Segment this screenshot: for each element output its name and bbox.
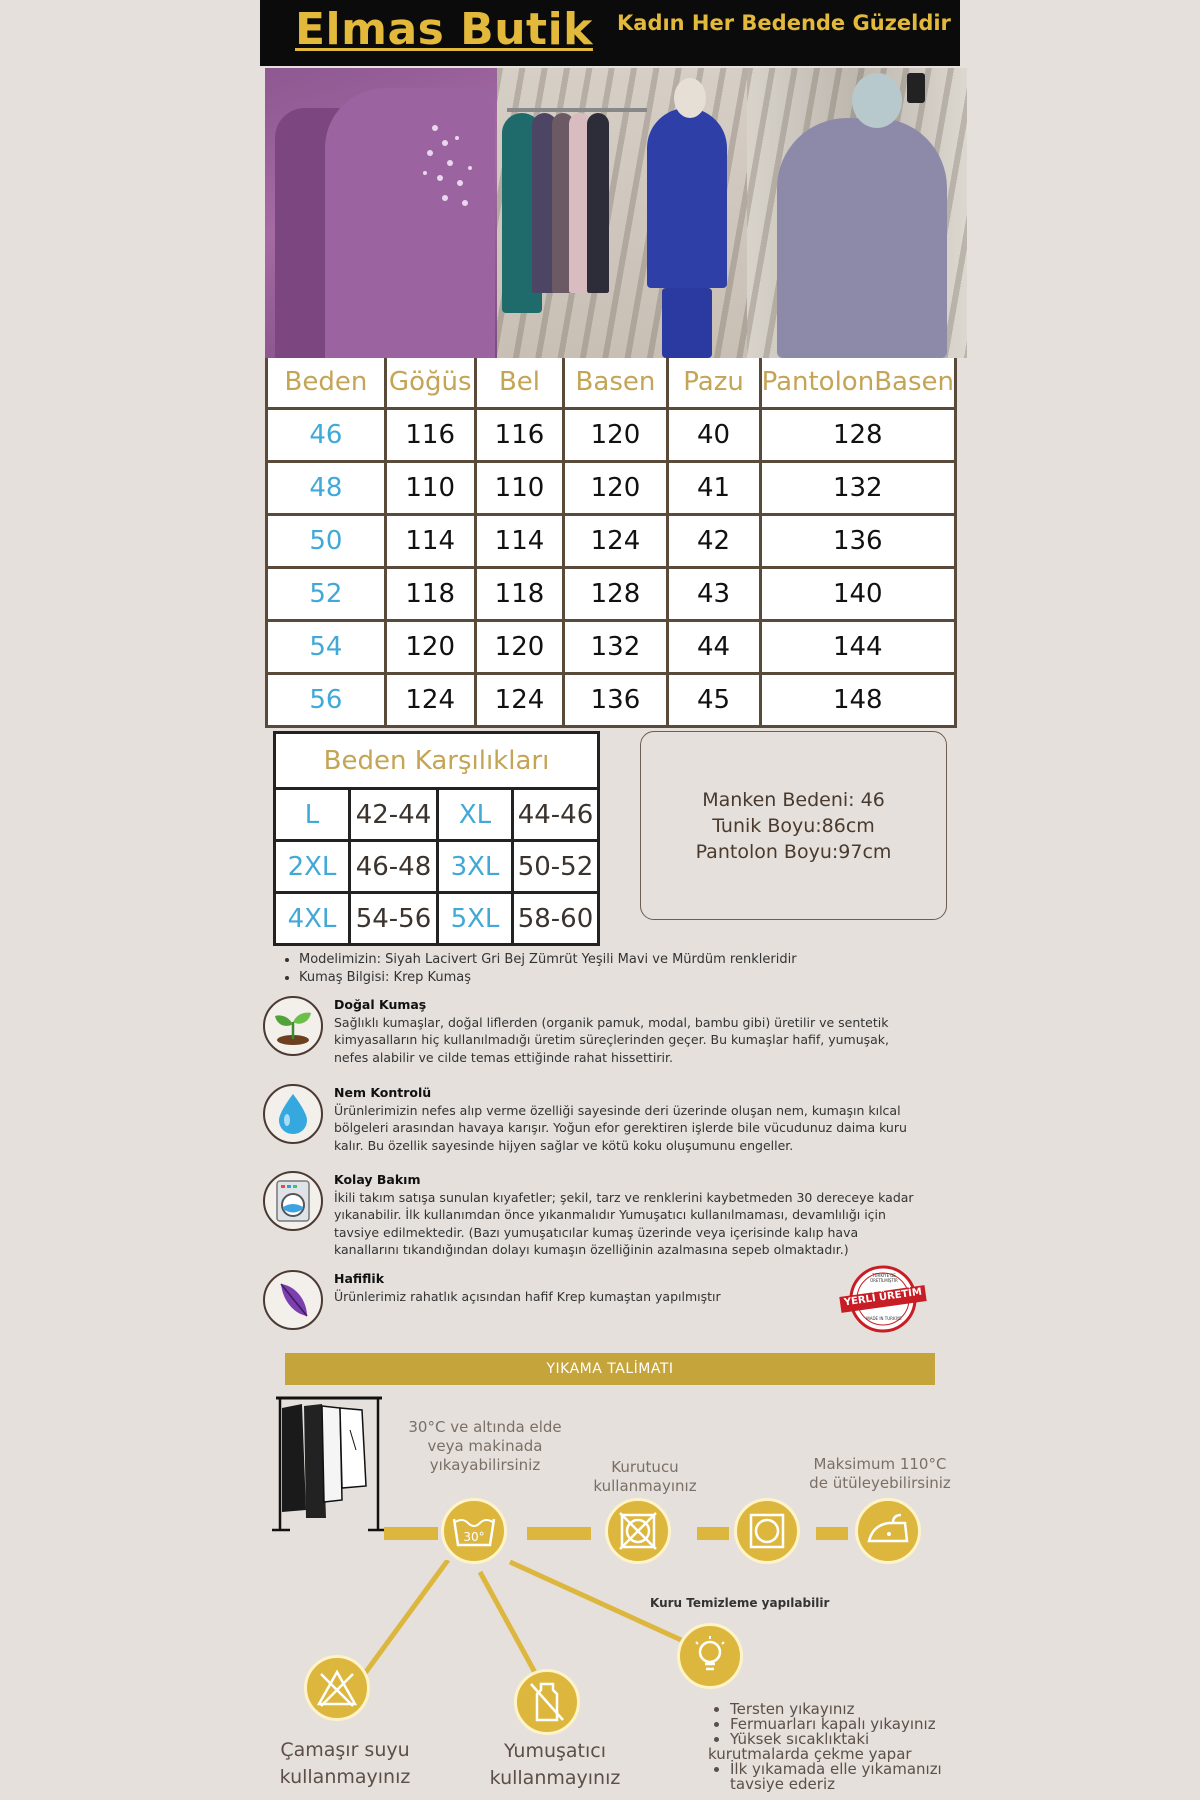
table-cell: 120 [475,620,564,673]
list-item: • Yüksek sıcaklıktaki [730,1732,942,1747]
size-cell: 56 [267,673,386,726]
table-row [267,567,956,620]
page-header [260,0,960,66]
list-item: kurutmalarda çekme yapar [708,1745,912,1763]
size-equivalents-table [273,731,600,946]
table-cell: 124 [564,514,667,567]
size-cell: 52 [267,567,386,620]
brand-title[interactable]: Elmas Butik [295,4,593,55]
size-cell: 46 [267,408,386,461]
column-header-bel: Bel [475,358,564,408]
washing-tips [708,1702,942,1792]
size-chart-table [265,358,957,728]
water-drop-icon [263,1084,323,1144]
connector-line [697,1527,729,1540]
feature-text [334,996,919,1066]
column-header-beden: Beden [267,358,386,408]
feature-text [334,1171,919,1259]
table-row [267,408,956,461]
softener-caption-line-1: Yumuşatıcı [503,1740,606,1762]
embellishment-icon [415,108,485,228]
table-cell: 116 [385,408,475,461]
table-cell: 136 [760,514,955,567]
table-cell: 110 [385,461,475,514]
badge-main-text: YERLİ ÜRETİM [843,1286,923,1309]
column-header-pazu: Pazu [667,358,760,408]
size-range-cell: 58-60 [513,893,599,945]
model-size: Manken Bedeni: 46 [702,789,885,811]
size-cell: 54 [267,620,386,673]
table-cell: 43 [667,567,760,620]
table-cell: 114 [475,514,564,567]
table-cell: 44 [667,620,760,673]
local-production-badge [838,1264,928,1334]
list-item: • Tersten yıkayınız [730,1702,942,1717]
feature-description: İkili takım satışa sunulan kıyafetler; şekil, tarz ve renklerini kaybetmeden 30 dereceye kadar yıkanabilir. İlk kullanımdan önce yıkanmalıdır Yumuşatıcı kullanılmaması, devamlılığı için tavsiye edilmektedir. (Bazı yumuşatıcılar kumaş üzerinde veya içerisinde kalıp hava kanallarını tıkandığından dolayı kumaşın özelliğinin azalmasına sepeb olmaktadır.) [334,1189,914,1257]
no-softener-icon [514,1669,580,1735]
size-letter-cell: L [275,789,350,841]
table-cell: 128 [760,408,955,461]
table-row [275,789,599,841]
size-chart-header-row [267,358,956,408]
connector-line [384,1527,438,1540]
table-cell: 124 [475,673,564,726]
temperature-label: 30° [463,1530,485,1544]
softener-caption-line-2: kullanmayınız [489,1767,621,1789]
softener-caption [475,1738,635,1792]
table-cell: 144 [760,620,955,673]
feature-description: Ürünlerimiz rahatlık açısından hafif Krep kumaştan yapılmıştır [334,1288,721,1304]
feature-text [334,1270,919,1305]
list-item: • İlk yıkamada elle yıkamanızı [730,1762,942,1777]
table-cell: 116 [475,408,564,461]
product-photo-grey[interactable] [747,68,967,358]
equivalents-title-row [275,733,599,789]
wash-30-icon [441,1498,507,1564]
plant-icon [263,996,323,1056]
table-cell: 136 [564,673,667,726]
size-range-cell: 46-48 [350,841,438,893]
clothing-rack-icon [270,1390,390,1535]
size-range-cell: 50-52 [513,841,599,893]
dryer-caption: Kurutucu kullanmayınız [593,1458,697,1495]
table-cell: 132 [760,461,955,514]
column-header-gogus: Göğüs [385,358,475,408]
feature-description: Ürünlerimizin nefes alıp verme özelliği sayesinde deri üzerinde oluşan nem, kumaşın kılcal bölgeleri arasından havaya karışır. Yoğun efor gerektiren işlerde bile vücudunuz daima kuru kalır. Bu özellik sayesinde hijyen sağlar ve kötü koku oluşumunu engeller. [334,1102,907,1153]
table-row [267,461,956,514]
table-cell: 128 [564,567,667,620]
table-cell: 120 [385,620,475,673]
column-header-pantolon-basen: PantolonBasen [760,358,955,408]
table-cell: 148 [760,673,955,726]
product-bullets [285,951,797,987]
feature-title: Hafiflik [334,1271,385,1286]
list-item: tavsiye ederiz [730,1775,835,1793]
table-cell: 124 [385,673,475,726]
slogan: Kadın Her Bedende Güzeldir [617,11,951,35]
table-cell: 45 [667,673,760,726]
connector-line [527,1527,591,1540]
bleach-caption [265,1737,425,1791]
size-range-cell: 44-46 [513,789,599,841]
size-letter-cell: XL [438,789,513,841]
size-range-cell: 54-56 [350,893,438,945]
table-row [275,841,599,893]
table-cell: 42 [667,514,760,567]
size-range-cell: 42-44 [350,789,438,841]
bleach-caption-line-2: kullanmayınız [279,1766,411,1788]
table-row [267,673,956,726]
dry-clean-square-icon [734,1498,800,1564]
iron-icon [855,1498,921,1564]
dry-clean-icon [677,1623,743,1689]
table-row [267,620,956,673]
tunic-length: Tunik Boyu:86cm [712,815,875,837]
badge-bottom-text: MADE IN TURKIYE [866,1316,902,1321]
list-item: • Fermuarları kapalı yıkayınız [730,1717,942,1732]
size-letter-cell: 2XL [275,841,350,893]
table-cell: 40 [667,408,760,461]
table-cell: 132 [564,620,667,673]
product-photo-purple[interactable] [265,68,497,358]
washing-machine-icon [263,1171,323,1231]
table-cell: 114 [385,514,475,567]
table-cell: 110 [475,461,564,514]
column-header-basen: Basen [564,358,667,408]
equivalents-title: Beden Karşılıkları [275,733,599,789]
table-row [275,893,599,945]
size-letter-cell: 5XL [438,893,513,945]
feature-title: Nem Kontrolü [334,1085,432,1100]
table-cell: 118 [385,567,475,620]
table-cell: 120 [564,408,667,461]
no-bleach-icon [304,1655,370,1721]
model-info-box [640,731,947,920]
pants-length: Pantolon Boyu:97cm [695,841,892,863]
table-cell: 41 [667,461,760,514]
list-item: • Kumaş Bilgisi: Krep Kumaş [299,969,797,987]
table-row [267,514,956,567]
product-photos [265,68,967,358]
list-item: • Modelimizin: Siyah Lacivert Gri Bej Zümrüt Yeşili Mavi ve Mürdüm renkleridir [299,951,797,969]
washing-instructions-title: YIKAMA TALİMATI [285,1353,935,1385]
table-cell: 120 [564,461,667,514]
no-tumble-dry-icon [605,1498,671,1564]
wash-caption: 30°C ve altında elde veya makinada yıkayabilirsiniz [408,1418,562,1474]
feature-description: Sağlıklı kumaşlar, doğal liflerden (organik pamuk, modal, bambu gibi) üretilir ve sentetik kimyasalların hiç kullanılmadığı üretim süreçlerinden geçer. Bu kumaşlar hafif, yumuşak, nefes alabilir ve cilde temas ettiğinde rahat hissettirir. [334,1014,890,1065]
feature-title: Kolay Bakım [334,1172,421,1187]
size-cell: 48 [267,461,386,514]
connector-line [816,1527,848,1540]
feather-icon [263,1270,323,1330]
product-photo-rack[interactable] [497,68,747,358]
feature-title: Doğal Kumaş [334,997,427,1012]
size-letter-cell: 3XL [438,841,513,893]
badge-top-text: TÜRKİYE'DE ÜRETİLMİŞTİR [870,1273,898,1283]
table-cell: 118 [475,567,564,620]
bleach-caption-line-1: Çamaşır suyu [280,1739,410,1761]
table-cell: 140 [760,567,955,620]
feature-text [334,1084,919,1154]
size-letter-cell: 4XL [275,893,350,945]
size-cell: 50 [267,514,386,567]
iron-caption: Maksimum 110°C de ütüleyebilirsiniz [809,1455,951,1492]
dry-clean-label: Kuru Temizleme yapılabilir [650,1596,830,1610]
